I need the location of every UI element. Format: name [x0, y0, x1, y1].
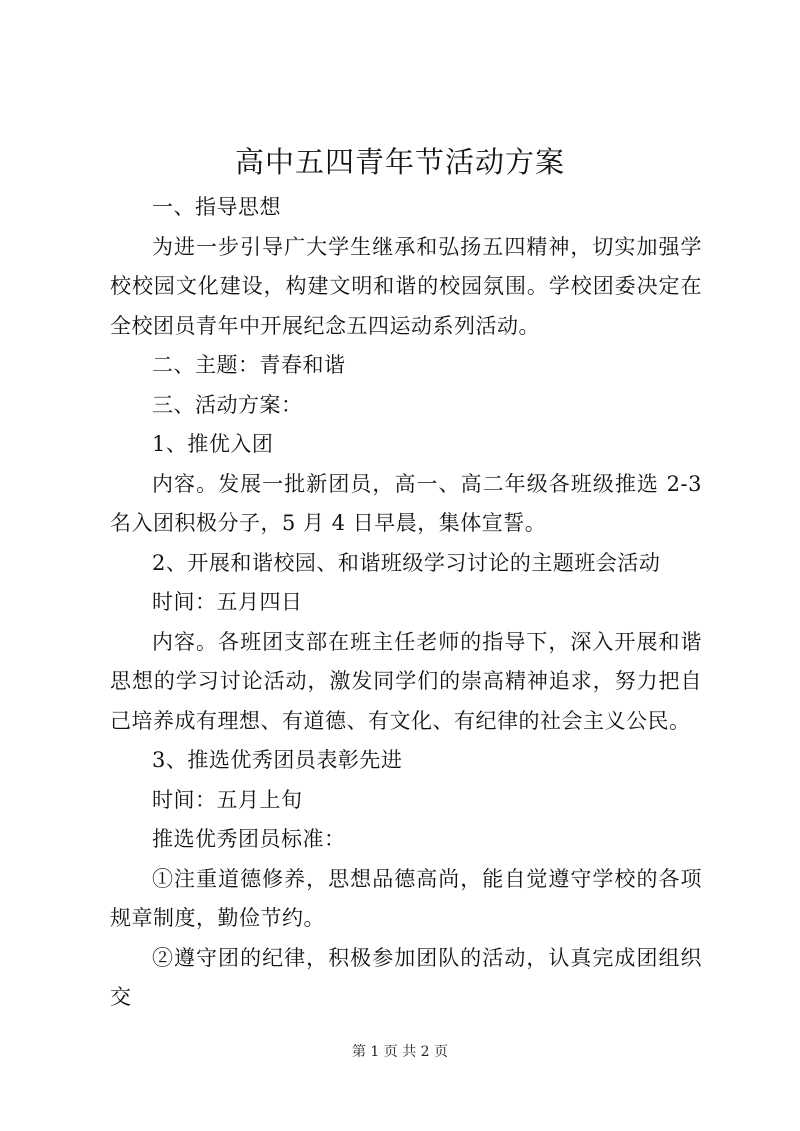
item-3-time: 时间：五月上旬: [152, 787, 303, 812]
page-number: 第 1 页 共 2 页: [351, 1044, 449, 1060]
paragraph-purpose: 为进一步引导广大学生继承和弘扬五四精神，切实加强学校校园文化建设，构建文明和谐的校园氛围。学校团委决定在全校团员青年中开展纪念五四运动系列活动。: [110, 234, 702, 338]
section-heading-guiding-thought: 一、指导思想: [152, 195, 281, 219]
item-2-time: 时间：五月四日: [152, 590, 303, 614]
item-2-content: 内容。各班团支部在班主任老师的指导下，深入开展和谐思想的学习讨论活动，激发同学们的崇高精神追求，努力把自己培养成有理想、有道德、有文化、有纪律的社会主义公民。: [110, 629, 702, 733]
section-heading-theme: 二、主题：青春和谐: [152, 353, 346, 377]
item-1-content: 内容。发展一批新团员，高一、高二年级各班级推选 2-3 名入团积极分子，5 月 4 日早晨，集体宣誓。: [110, 471, 702, 535]
item-heading-3: 3、推选优秀团员表彰先进: [152, 748, 403, 772]
page-footer: [0, 1042, 800, 1062]
criteria-item-2: ②遵守团的纪律，积极参加团队的活动，认真完成团组织交: [110, 945, 702, 1009]
section-heading-activity-plan: 三、活动方案：: [152, 392, 303, 417]
criteria-item-1: ①注重道德修养，思想品德高尚，能自觉遵守学校的各项规章制度，勤俭节约。: [110, 866, 702, 930]
item-heading-1: 1、推优入团: [152, 432, 274, 456]
item-3-criteria-heading: 推选优秀团员标准：: [152, 827, 346, 851]
item-heading-2: 2、开展和谐校园、和谐班级学习讨论的主题班会活动: [152, 550, 661, 575]
document-title: 高中五四青年节活动方案: [234, 145, 565, 179]
document-body: [110, 188, 702, 1018]
